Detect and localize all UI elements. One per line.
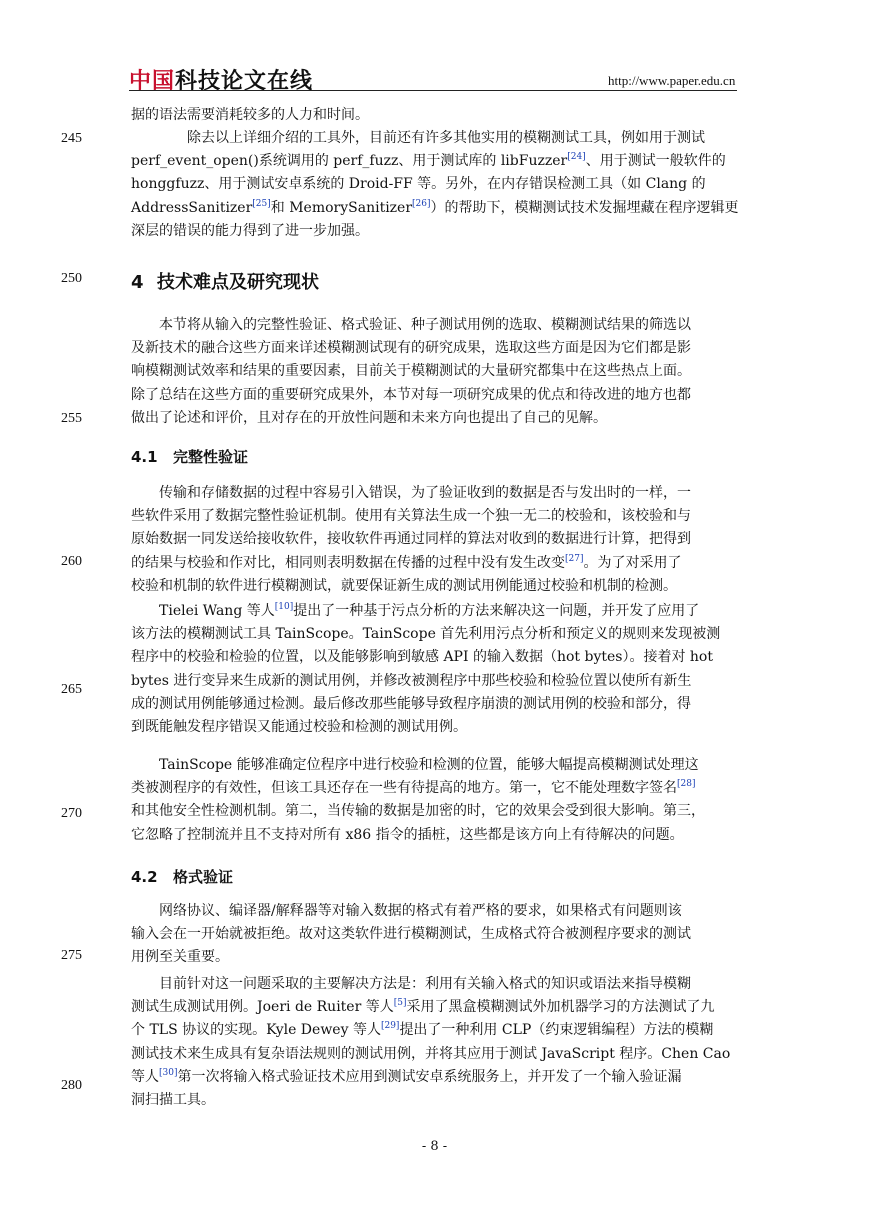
- header-url[interactable]: http://www.paper.edu.cn: [608, 73, 736, 88]
- citation-28[interactable]: [28]: [677, 779, 696, 790]
- paragraph-format-solutions: 目前针对这一问题采取的主要解决方法是：利用有关输入格式的知识或语法来指导模糊 测试生成测试用例。Joeri de Ruiter 等人[5]采用了黑盒模糊测试外加机器学习的方法测试了九 个 TLS 协议的实现。Kyle Dewey 等人[29]提出了一种利用 CLP（约束逻辑编程）方法的模糊 测试技术来生成具有复杂语法规则的测试用例，并将其应用于测试 JavaScript 程序。Chen Cao 等人[30]第一次将输入格式验证技术应用到测试安卓系统服务上，并开发了一个输入验证漏 洞扫描工具。: [131, 976, 731, 1109]
- paragraph-overview: 本节将从输入的完整性验证、格式验证、种子测试用例的选取、模糊测试结果的筛选以 及新技术的融合这些方面来详述模糊测试现有的研究成果，选取这些方面是因为它们都是影 响模糊测试效率和结果的重要因素，目前关于模糊测试的大量研究都集中在这些热点上面。 除了总结在这些方面的重要研究成果外，本节对每一项研究成果的优点和待改进的地方也都 做出了论述和评价，且对存在的开放性问题和未来方向也提出了自己的见解。: [131, 317, 691, 426]
- line-number: 250: [61, 271, 82, 286]
- citation-25[interactable]: [25]: [252, 198, 271, 209]
- section-heading-4: 4 技术难点及研究现状: [131, 272, 319, 293]
- citation-26[interactable]: [26]: [412, 198, 431, 209]
- line-number: 255: [61, 411, 82, 426]
- line-number: 260: [61, 554, 82, 569]
- citation-29[interactable]: [29]: [380, 1021, 400, 1032]
- journal-logo: 中国科技论文在线: [129, 69, 314, 94]
- paragraph-tainscope: Tielei Wang 等人[10]提出了一种基于污点分析的方法来解决这一问题，并开发了应用了 该方法的模糊测试工具 TainScope。TainScope 首先利用污点分析和预定义的规则来发现被测 程序中的校验和检验的位置，以及能够影响到敏感 API 的输入数据（hot bytes）。接着对 hot bytes 进行变异来生成新的测试用例，并修改被测程序中那些校验和检验位置以使所有新生 成的测试用例能够通过检测。最后修改那些能够导致程序崩溃的测试用例的校验和部分，得 到既能触发程序错误又能通过校验和检测的测试用例。: [131, 602, 721, 736]
- page-number: - 8 -: [421, 1139, 448, 1154]
- citation-5[interactable]: [5]: [393, 998, 407, 1009]
- section-heading-4-1: 4.1 完整性验证: [131, 448, 249, 466]
- citation-30[interactable]: [30]: [159, 1067, 178, 1078]
- header-divider: [129, 90, 737, 91]
- line-number: 280: [61, 1078, 82, 1093]
- citation-24[interactable]: [24]: [567, 152, 586, 163]
- paragraph-tools: 除去以上详细介绍的工具外，目前还有许多其他实用的模糊测试工具，例如用于测试 perf_event_open()系统调用的 perf_fuzz、用于测试库的 libFuzzer[24]、用于测试一般软件的 honggfuzz、用于测试安卓系统的 Droid-FF 等。另外，在内存错误检测工具（如 Clang 的 AddressSanitizer[25]和 MemorySanitizer[26]）的帮助下，模糊测试技术发掘埋藏在程序逻辑更 深层的错误的能力得到了进一步加强。: [131, 130, 739, 239]
- citation-10[interactable]: [10]: [274, 602, 294, 612]
- line-number: 245: [61, 131, 82, 146]
- line-number: 270: [61, 806, 82, 821]
- paragraph-integrity: 传输和存储数据的过程中容易引入错误，为了验证收到的数据是否与发出时的一样，一 些软件采用了数据完整性验证机制。使用有关算法生成一个独一无二的校验和，该校验和与 原始数据一同发送给接收软件，接收软件再通过同样的算法对收到的数据进行计算，把得到 的结果与校验和作对比，相同则表明数据在传播的过程中没有发生改变[27]。为了对采用了 校验和机制的软件进行模糊测试，就要保证新生成的测试用例能通过校验和机制的检测。: [131, 485, 691, 594]
- section-heading-4-2: 4.2 格式验证: [131, 868, 234, 886]
- paragraph-tainscope-eval: TainScope 能够准确定位程序中进行校验和检测的位置，能够大幅提高模糊测试处理这 类被测程序的有效性，但该工具还存在一些有待提高的地方。第一，它不能处理数字签名[28] 和其他安全性检测机制。第二，当传输的数据是加密的时，它的效果会受到很大影响。第三， 它忽略了控制流并且不支持对所有 x86 指令的插桩，这些都是该方向上有待解决的问题。: [131, 757, 705, 843]
- paragraph-format: 网络协议、编译器/解释器等对输入数据的格式有着严格的要求，如果格式有问题则该 输入会在一开始就被拒绝。故对这类软件进行模糊测试，生成格式符合被测程序要求的测试 用例至关重要。: [131, 903, 691, 966]
- line-number: 265: [61, 682, 82, 697]
- paragraph-continuation: 据的语法需要消耗较多的人力和时间。: [131, 107, 369, 123]
- line-number: 275: [61, 948, 82, 963]
- citation-27[interactable]: [27]: [565, 553, 584, 564]
